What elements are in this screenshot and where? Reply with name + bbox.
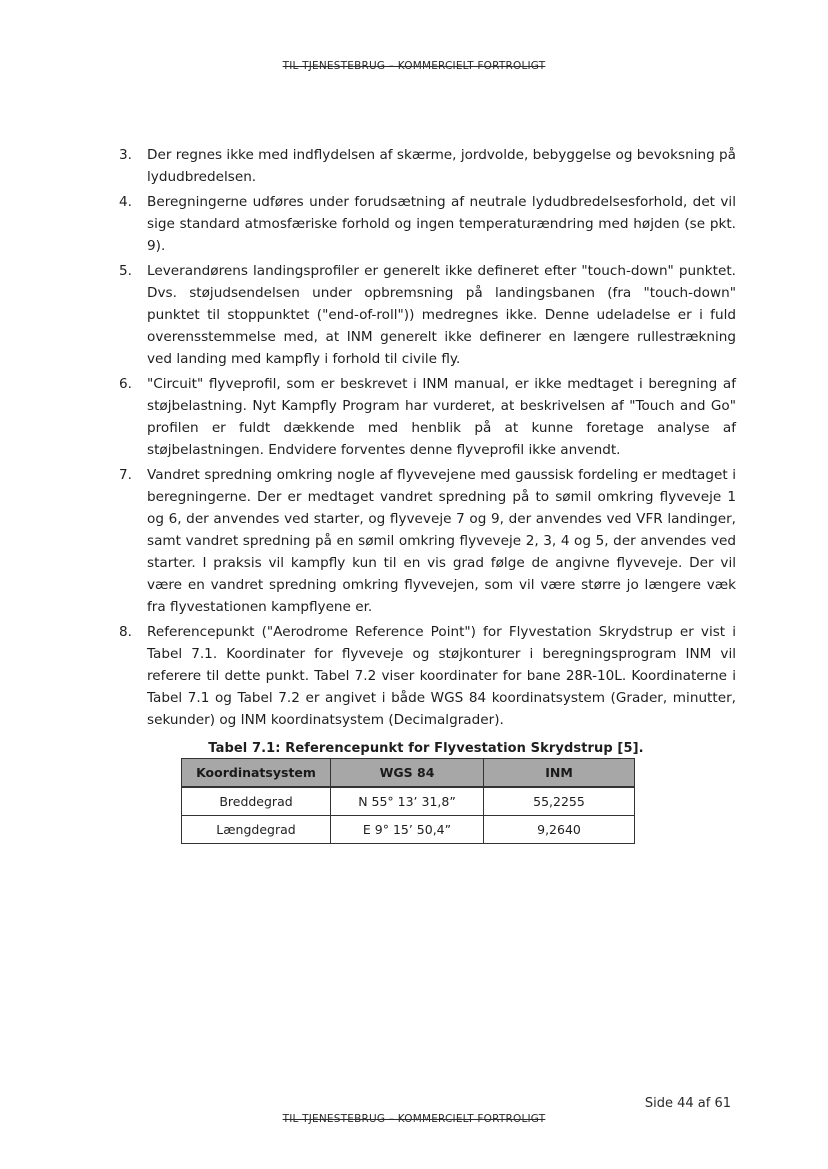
page-number: Side 44 af 61 <box>644 1096 731 1111</box>
list-item <box>116 621 736 731</box>
table-header-cell: INM <box>484 759 635 788</box>
table-cell: Længdegrad <box>182 816 331 844</box>
table-cell: N 55° 13’ 31,8” <box>331 787 484 816</box>
table-row <box>182 816 635 844</box>
table-header-row <box>182 759 635 788</box>
list-item <box>116 260 736 370</box>
page-header: TIL TJENESTEBRUG – KOMMERCIELT FORTROLIGT <box>282 60 546 72</box>
item-number: 3. <box>119 147 132 163</box>
table-cell: 9,2640 <box>484 816 635 844</box>
item-number: 6. <box>119 376 132 392</box>
page-footer: TIL TJENESTEBRUG – KOMMERCIELT FORTROLIGT <box>282 1113 546 1125</box>
table-row <box>182 787 635 816</box>
table-cell: 55,2255 <box>484 787 635 816</box>
item-text: Vandret spredning omkring nogle af flyvevejene med gaussisk fordeling er medtaget i beregningerne. Der er medtaget vandret spredning på to sømil omkring flyveveje 1 og 6, der anvendes ved starter, og flyveveje 7 og 9, der anvendes ved VFR landinger, samt vandret spredning på en sømil omkring flyveveje 2, 3, 4 og 5, der anvendes ved starter. I praksis vil kampfly kun til en vis grad følge de angivne flyveveje. Der vil være en vandret spredning omkring flyvevejen, som vil være større jo længere væk fra flyvestationen kampflyene er. <box>147 467 736 615</box>
list-item <box>116 464 736 618</box>
item-number: 7. <box>119 467 132 483</box>
item-text: Der regnes ikke med indflydelsen af skærme, jordvolde, bebyggelse og bevoksning på lydudbredelsen. <box>147 147 736 185</box>
item-text: Referencepunkt ("Aerodrome Reference Point") for Flyvestation Skrydstrup er vist i Tabel 7.1. Koordinater for flyveveje og støjkonturer i beregningsprogram INM vil referere til dette punkt. Tabel 7.2 viser koordinater for bane 28R-10L. Koordinaterne i Tabel 7.1 og Tabel 7.2 er angivet i både WGS 84 koordinatsystem (Grader, minutter, sekunder) og INM koordinatsystem (Decimalgrader). <box>147 624 736 728</box>
item-text: Leverandørens landingsprofiler er generelt ikke defineret efter "touch-down" punktet. Dvs. støjudsendelsen under opbremsning på landingsbanen (fra "touch-down" punktet til stoppunktet ("end-of-roll")) medregnes ikke. Denne udeladelse er i fuld overensstemmelse med, at INM generelt ikke definerer en længere rullestrækning ved landing med kampfly i forhold til civile fly. <box>147 263 736 367</box>
item-number: 8. <box>119 624 132 640</box>
table-header-cell: Koordinatsystem <box>182 759 331 788</box>
item-text: Beregningerne udføres under forudsætning af neutrale lydudbredelsesforhold, det vil sige standard atmosfæriske forhold og ingen temperaturændring med højden (se pkt. 9). <box>147 194 736 254</box>
list-item <box>116 191 736 257</box>
table-header-cell: WGS 84 <box>331 759 484 788</box>
table-cell: E 9° 15’ 50,4” <box>331 816 484 844</box>
table-caption: Tabel 7.1: Referencepunkt for Flyvestation Skrydstrup [5]. <box>208 741 644 756</box>
assumption-list <box>116 144 736 731</box>
item-number: 5. <box>119 263 132 279</box>
table-cell: Breddegrad <box>182 787 331 816</box>
list-item <box>116 144 736 188</box>
main-content <box>116 144 736 756</box>
item-number: 4. <box>119 194 132 210</box>
reference-point-table <box>181 758 635 844</box>
item-text: "Circuit" flyveprofil, som er beskrevet i INM manual, er ikke medtaget i beregning af støjbelastning. Nyt Kampfly Program har vurderet, at beskrivelsen af "Touch and Go" profilen er fuldt dækkende med henblik på at kunne foretage analyse af støjbelastningen. Endvidere forventes denne flyveprofil ikke anvendt. <box>147 376 736 458</box>
list-item <box>116 373 736 461</box>
